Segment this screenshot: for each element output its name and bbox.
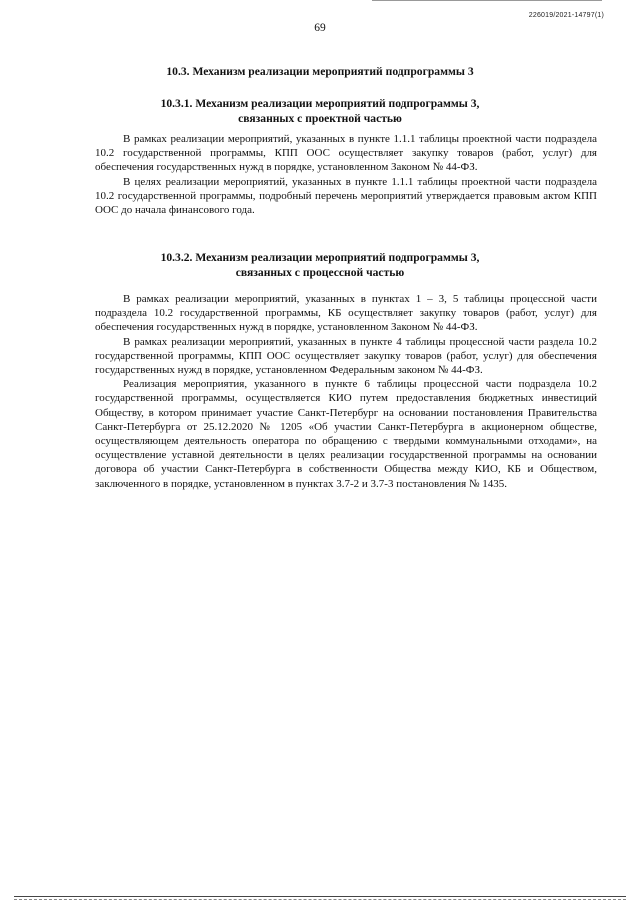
subsection-heading-project-line2: связанных с проектной частью <box>238 112 402 125</box>
footer-rule <box>14 896 626 897</box>
page-number: 69 <box>314 22 326 34</box>
process-section-body <box>95 292 597 491</box>
section-heading-main: 10.3. Механизм реализации мероприятий подпрограммы 3 <box>166 65 474 78</box>
project-section-body <box>95 132 597 217</box>
subsection-heading-project-line1: 10.3.1. Механизм реализации мероприятий подпрограммы 3, <box>160 97 480 110</box>
paragraph: В рамках реализации мероприятий, указанных в пункте 4 таблицы процессной части раздела 10.2 государственной программы, КПП ООС осуществляет закупку товаров (работ, услуг) для обеспечения государственных нужд в порядке, установленном Федеральным законом № 44-ФЗ. <box>95 335 597 377</box>
subsection-heading-process-line1: 10.3.2. Механизм реализации мероприятий подпрограммы 3, <box>160 251 480 264</box>
paragraph: В целях реализации мероприятий, указанных в пункте 1.1.1 таблицы проектной части подраздела 10.2 государственной программы, подробный перечень мероприятий утверждается правовым актом КПП ООС до начала финансового года. <box>95 175 597 217</box>
subsection-heading-process <box>0 250 640 280</box>
subsection-heading-project <box>0 96 640 126</box>
footer-rule-dashed <box>14 899 626 900</box>
document-id: 226019/2021-14797(1) <box>528 12 604 19</box>
paragraph: Реализация мероприятия, указанного в пункте 6 таблицы процессной части подраздела 10.2 государственной программы, осуществляется КИО путем предоставления бюджетных инвестиций Обществу, в котором принимает участие Санкт-Петербург на основании постановления Правительства Санкт-Петербурга от 25.12.2020 № 1205 «Об участии Санкт-Петербурга в акционерном обществе, осуществляющем деятельность оператора по обращению с твердыми коммунальными отходами», на осуществление уставной деятельности в целях реализации государственной программы на основании договора об участии Санкт-Петербурга в собственности Общества между КИО, КБ и Обществом, заключенного в порядке, установленном в пунктах 3.7-2 и 3.7-3 постановления № 1435. <box>95 378 597 490</box>
subsection-heading-process-line2: связанных с процессной частью <box>235 266 405 279</box>
paragraph: В рамках реализации мероприятий, указанных в пунктах 1 – 3, 5 таблицы процессной части подраздела 10.2 государственной программы, КБ осуществляет закупку товаров (работ, услуг) для обеспечения государственных нужд в порядке, установленном Законом № 44-ФЗ. <box>95 293 597 334</box>
paragraph: В рамках реализации мероприятий, указанных в пункте 1.1.1 таблицы проектной части подраздела 10.2 государственной программы, КПП ООС осуществляет закупку товаров (работ, услуг) для обеспечения государственных нужд в порядке, установленном Законом № 44-ФЗ. <box>95 133 597 174</box>
top-scan-line <box>372 0 602 1</box>
